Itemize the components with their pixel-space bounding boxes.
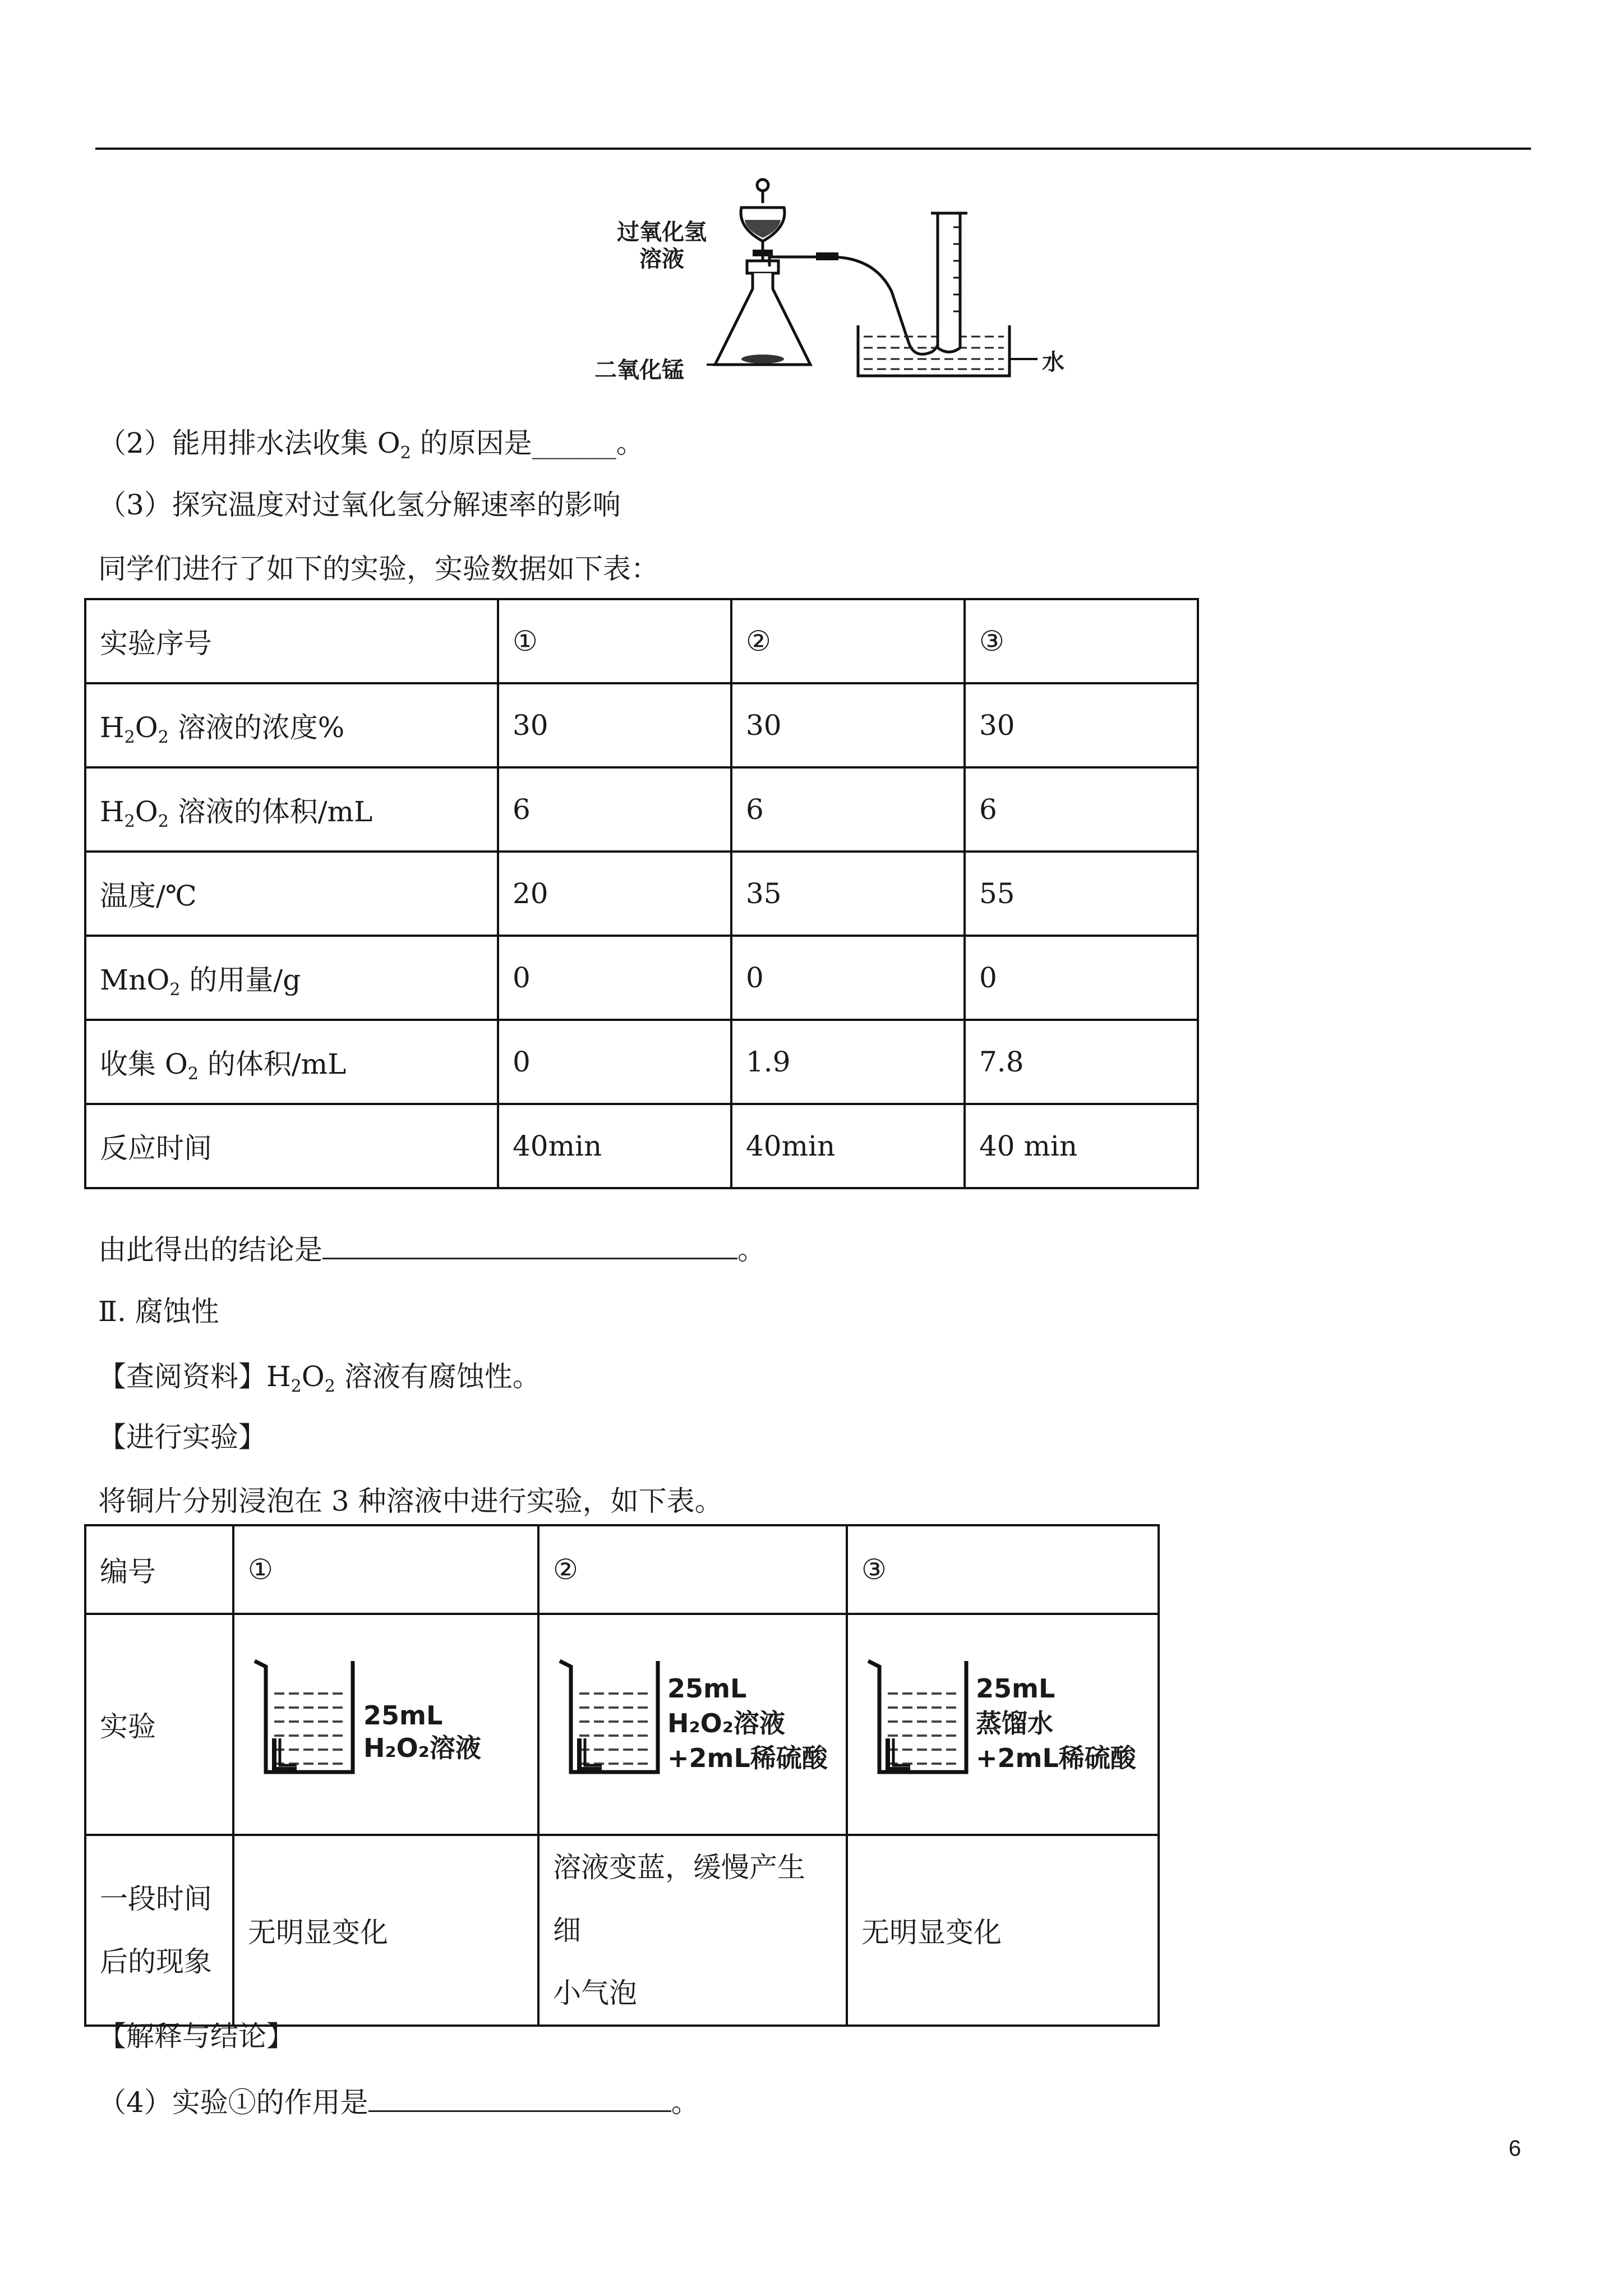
experiment-title: 【进行实验】 xyxy=(98,1421,266,1453)
table-row: 一段时间 后的现象 无明显变化 溶液变蓝，缓慢产生细 小气泡 无明显变化 xyxy=(85,1835,1159,2026)
table-row: 收集 $O_2$ 的体积/mL 0 1.9 7.8 xyxy=(85,1020,1198,1104)
table-row: $H_2O_2$ 溶液的浓度% 30 30 30 xyxy=(85,683,1198,767)
table2-intro: 将铜片分别浸泡在 3 种溶液中进行实验，如下表。 xyxy=(98,1485,723,1517)
corrosion-table xyxy=(84,1524,1160,2027)
table-row: 反应时间 40min 40min 40 min xyxy=(85,1104,1198,1188)
table-row: 温度/℃ 20 35 55 xyxy=(85,852,1198,936)
conclusion-question: 由此得出的结论是 。 xyxy=(98,1234,766,1266)
answer-blank[interactable] xyxy=(368,2086,671,2112)
table-row: $H_2O_2$ 溶液的体积/mL 6 6 6 xyxy=(85,767,1198,852)
lookup-info: 【查阅资料】$H_2O_2$ 溶液有腐蚀性。 xyxy=(98,1360,541,1396)
beaker-label: 25mL 蒸馏水 +2mL稀硫酸 xyxy=(976,1673,1136,1773)
graduated-cylinder xyxy=(931,213,967,352)
funnel-knob xyxy=(757,180,768,191)
beaker-figure xyxy=(540,1615,846,1834)
beaker-icon xyxy=(554,1654,666,1783)
label-mno2: 二氧化锰 xyxy=(594,357,684,383)
label-h2o2-solution: 过氧化氢 溶液 xyxy=(617,219,707,272)
beaker-label: 25mL H₂O₂溶液 xyxy=(363,1700,481,1763)
table-row: 编号 ① ② ③ xyxy=(85,1525,1159,1614)
beaker-icon xyxy=(863,1654,975,1783)
question-4: （4）实验①的作用是 。 xyxy=(98,2086,699,2119)
page-number: 6 xyxy=(1509,2136,1521,2161)
beaker-figure xyxy=(848,1615,1158,1834)
table-row: MnO$_2$ 的用量/g 0 0 0 xyxy=(85,936,1198,1020)
header-rule xyxy=(95,148,1531,150)
explain-title: 【解释与结论】 xyxy=(98,2020,294,2053)
table-row: 实验序号 ① ② ③ xyxy=(85,599,1198,683)
table-row: 实验 25mL H₂O₂溶液 25mL H₂O₂溶液 +2mL稀硫酸 25mL 蒸馏水 +2mL稀硫酸 xyxy=(85,1614,1159,1835)
table1-intro: 同学们进行了如下的实验，实验数据如下表： xyxy=(98,553,659,585)
answer-blank[interactable]: ______ xyxy=(532,427,616,459)
conical-flask xyxy=(715,273,810,365)
question-3: （3）探究温度对过氧化氢分解速率的影响 xyxy=(98,489,621,521)
flask-stopper xyxy=(747,261,778,273)
answer-blank[interactable] xyxy=(322,1233,737,1259)
experiment-data-table xyxy=(84,598,1199,1189)
beaker-icon xyxy=(249,1654,361,1783)
beaker-figure xyxy=(234,1615,537,1834)
label-water: 水 xyxy=(1042,349,1064,375)
question-2: （2）能用排水法收集 $O_2$ 的原因是______。 xyxy=(98,427,644,463)
section-2-title: Ⅱ. 腐蚀性 xyxy=(98,1295,219,1328)
beaker-label: 25mL H₂O₂溶液 +2mL稀硫酸 xyxy=(667,1673,828,1773)
